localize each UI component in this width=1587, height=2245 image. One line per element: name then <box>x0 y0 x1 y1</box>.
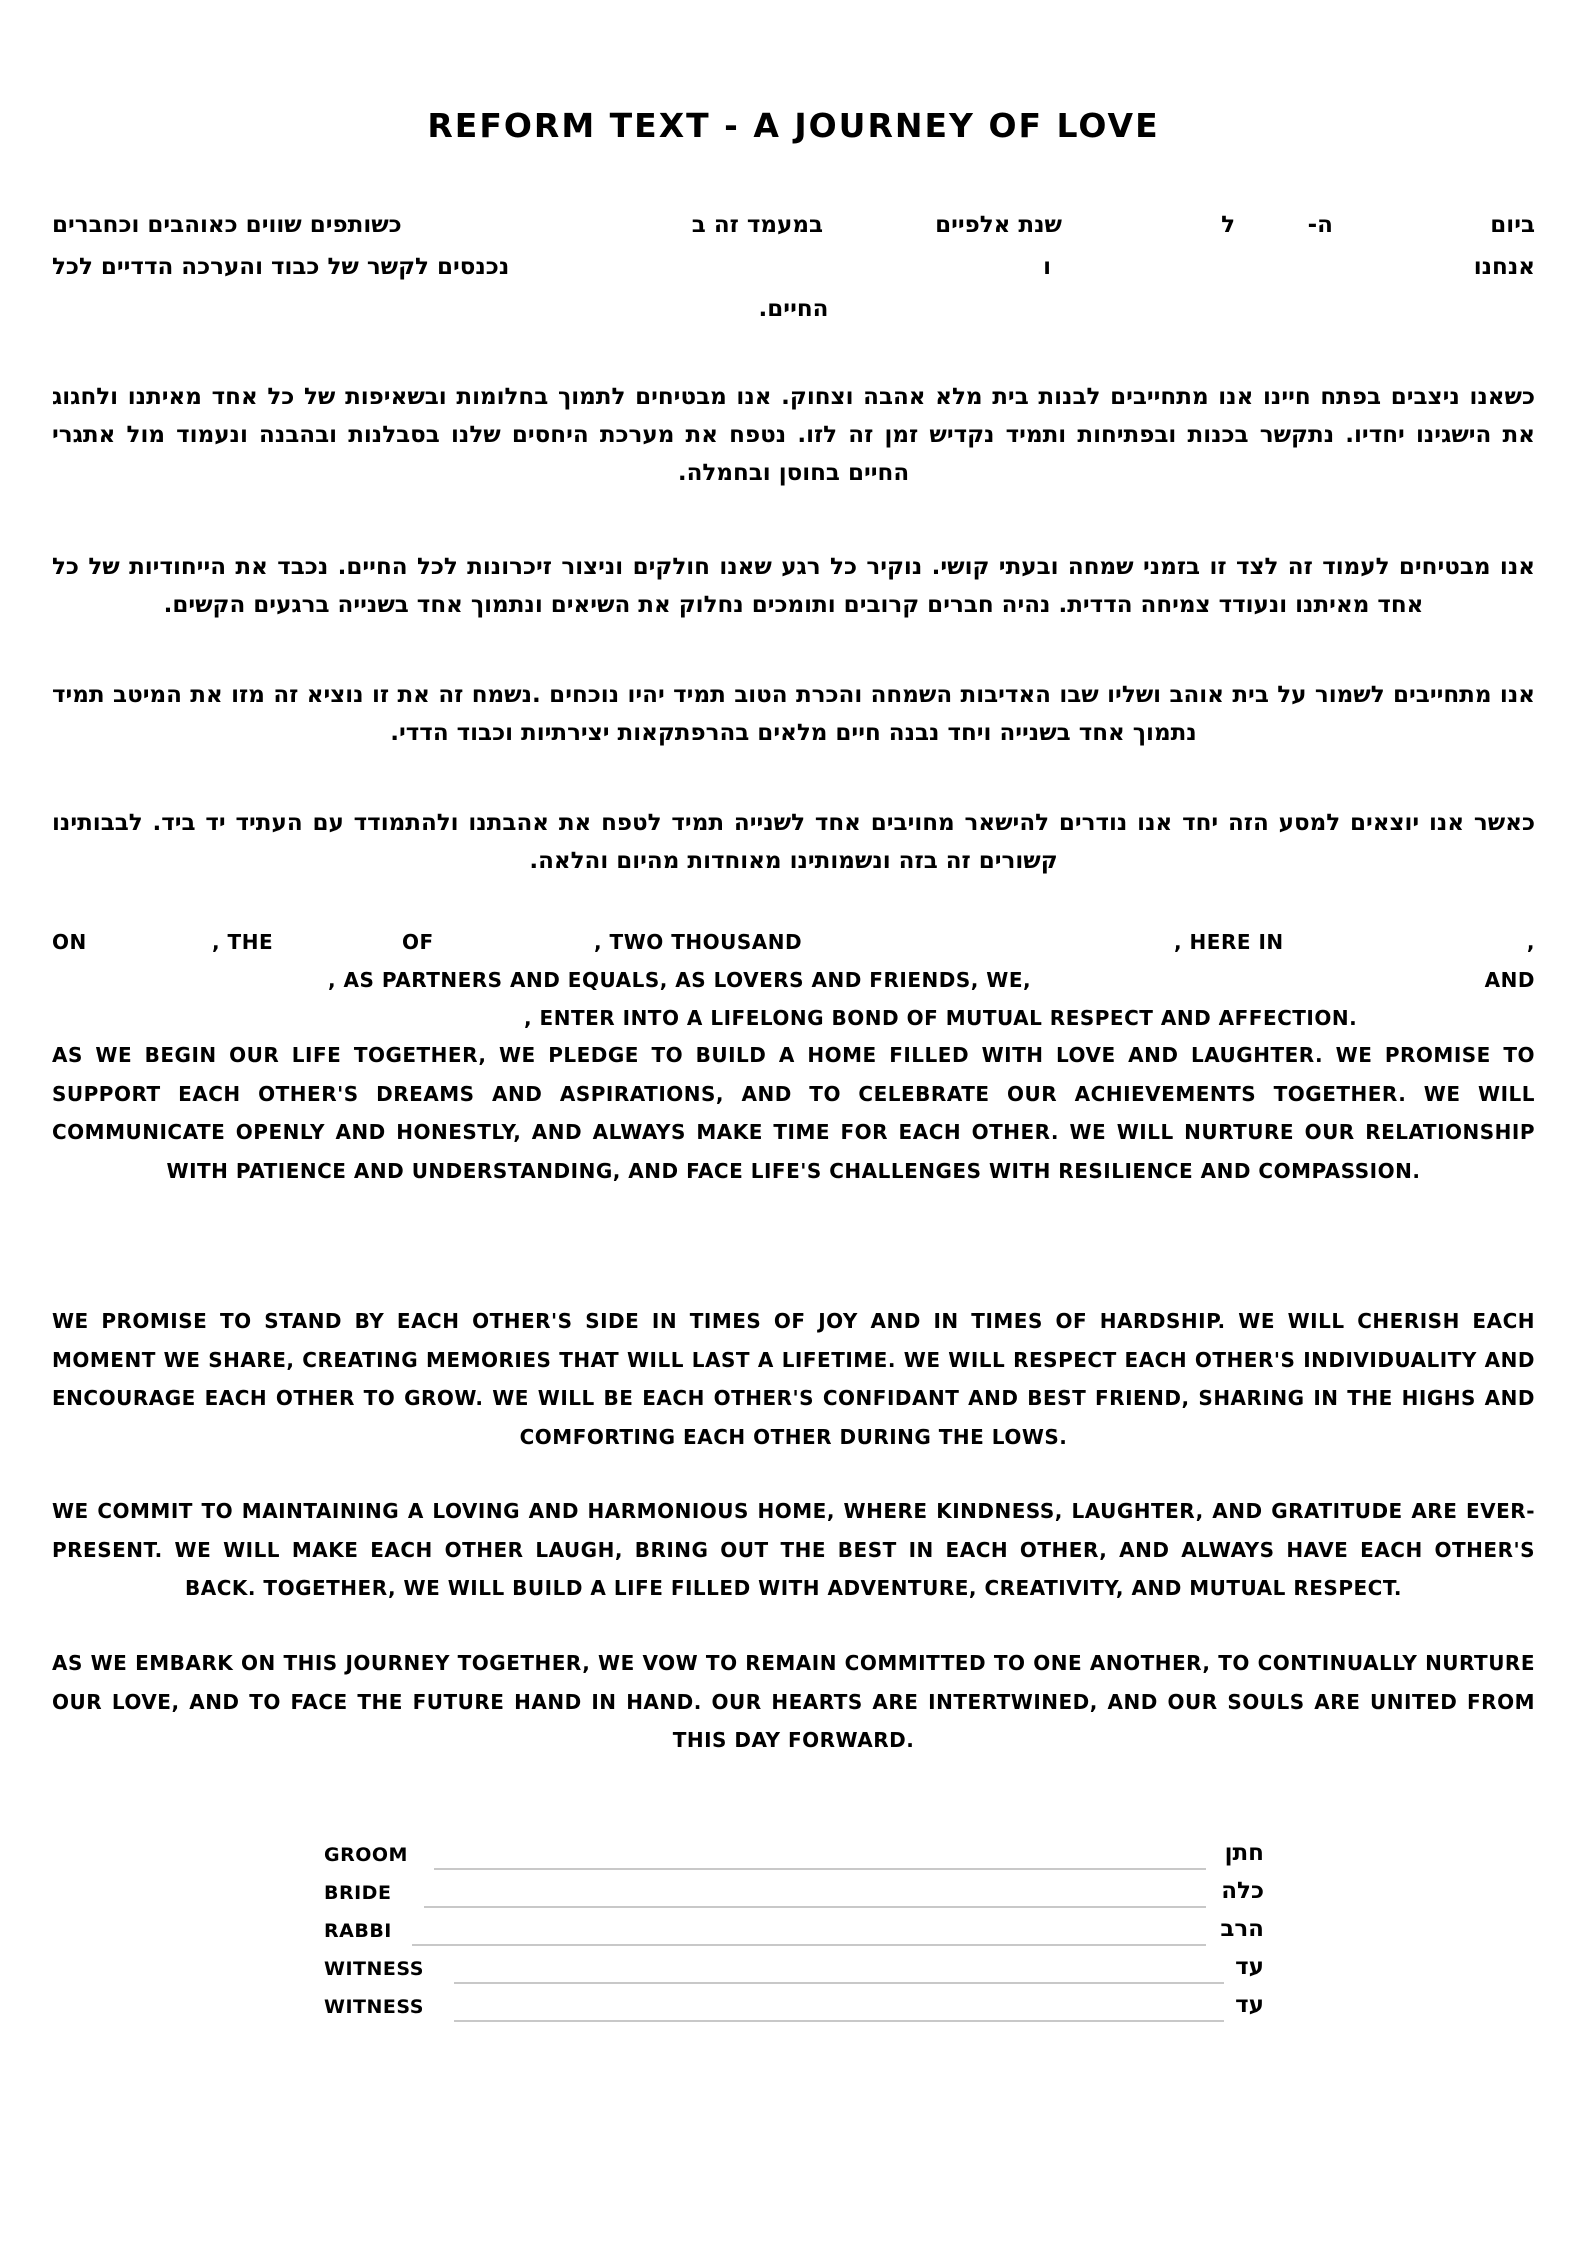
english-and: AND <box>1484 968 1535 992</box>
signature-line[interactable] <box>424 1906 1206 1908</box>
english-paragraph-3: WE COMMIT TO MAINTAINING A LOVING AND HARMONIOUS HOME, WHERE KINDNESS, LAUGHTER, AND GRATITUDE ARE EVER-PRESENT. WE WILL MAKE EACH OTHER LAUGH, BRING OUT THE BEST IN EACH OTHER, AND ALWAYS HAVE EACH OTHER'S BACK. TOGETHER, WE WILL BUILD A LIFE FILLED WITH ADVENTURE, CREATIVITY, AND MUTUAL RESPECT. <box>52 1499 1535 1600</box>
signature-row-groom <box>324 1838 1264 1874</box>
english-paragraph-1: AS WE BEGIN OUR LIFE TOGETHER, WE PLEDGE TO BUILD A HOME FILLED WITH LOVE AND LAUGHTER. WE PROMISE TO SUPPORT EACH OTHER'S DREAMS AND ASPIRATIONS, AND TO CELEBRATE OUR ACHIEVEMENTS TOGETHER. WE WILL COMMUNICATE OPENLY AND HONESTLY, AND ALWAYS MAKE TIME FOR EACH OTHER. WE WILL NURTURE OUR RELATIONSHIP WITH PATIENCE AND UNDERSTANDING, AND FACE LIFE'S CHALLENGES WITH RESILIENCE AND COMPASSION. <box>52 1043 1535 1183</box>
hebrew-partners: כשותפים שווים כאוהבים וכחברים <box>52 212 402 238</box>
english-comma: , <box>1526 930 1535 954</box>
hebrew-paragraph-text: כשאנו ניצבים בפתח חיינו אנו מתחייבים לבנות בית מלא אהבה וצחוק. אנו מבטיחים לתמוך בחלומות ובשאיפות של כל אחד מאיתנו ולחגוג את הישגינו יחדיו. נתקשר בכנות ובפתיחות ותמיד נקדיש זמן זה לזו. נטפח את מערכת היחסים שלנו בסבלנות ובהבנה ונעמוד מול אתגרי החיים בחוסן ובחמלה. <box>52 384 1535 486</box>
signature-label-en: WITNESS <box>324 1996 424 2018</box>
signature-label-he: הרב <box>1220 1916 1264 1942</box>
signature-line[interactable] <box>454 2020 1224 2022</box>
signature-line[interactable] <box>434 1868 1206 1870</box>
signature-row-witness-2 <box>324 1990 1264 2026</box>
hebrew-place: במעמד זה ב <box>691 212 823 238</box>
signature-row-bride <box>324 1876 1264 1912</box>
signature-line[interactable] <box>412 1944 1206 1946</box>
signature-label-en: BRIDE <box>324 1882 392 1904</box>
signature-label-he: עד <box>1235 1992 1264 2018</box>
hebrew-paragraph-1 <box>52 378 1535 492</box>
hebrew-intro-line-1 <box>52 212 1535 250</box>
hebrew-paragraph-text: אנו מתחייבים לשמור על בית אוהב ושליו שבו האדיבות השמחה והכרת הטוב תמיד יהיו נוכחים .נשמח זה את זו נוציא זה מזו את המיטב תמיד נתמוך אחד בשנייה ויחד נבנה חיים מלאים בהרפתקאות יצירתיות וכבוד הדדי. <box>52 682 1535 746</box>
hebrew-paragraph-text: כאשר אנו יוצאים למסע הזה יחד אנו נודרים להישאר מחויבים אחד לשנייה תמיד לטפח את אהבתנו ולהתמודד עם העתיד יד ביד. לבבותינו קשורים זה בזה ונשמותינו מאוחדות מהיום והלאה. <box>52 810 1535 874</box>
signature-label-en: GROOM <box>324 1844 408 1866</box>
hebrew-paragraph-text: אנו מבטיחים לעמוד זה לצד זו בזמני שמחה ובעתי קושי. נוקיר כל רגע שאנו חולקים וניצור זיכרונות לכל החיים. נכבד את הייחודיות של כל אחד מאיתנו ונעודד צמיחה הדדית. נהיה חברים קרובים ותומכים נחלוק את השיאים ונתמוך אחד בשנייה ברגעים הקשים. <box>52 554 1535 618</box>
hebrew-he: ה- <box>1307 212 1333 238</box>
signature-row-witness-1 <box>324 1952 1264 1988</box>
signature-label-en: RABBI <box>324 1920 392 1942</box>
english-partners: , AS PARTNERS AND EQUALS, AS LOVERS AND FRIENDS, WE, <box>328 968 1032 992</box>
hebrew-entering: נכנסים לקשר של כבוד והערכה הדדיים לכל <box>52 254 510 280</box>
hebrew-hachaim: החיים. <box>758 296 829 322</box>
signature-label-he: עד <box>1235 1954 1264 1980</box>
english-paragraph-4: AS WE EMBARK ON THIS JOURNEY TOGETHER, WE VOW TO REMAIN COMMITTED TO ONE ANOTHER, TO CONTINUALLY NURTURE OUR LOVE, AND TO FACE THE FUTURE HAND IN HAND. OUR HEARTS ARE INTERTWINED, AND OUR SOULS ARE UNITED FROM THIS DAY FORWARD. <box>52 1651 1535 1752</box>
signature-label-en: WITNESS <box>324 1958 424 1980</box>
hebrew-paragraph-2 <box>52 548 1535 624</box>
hebrew-anachnu: אנחנו <box>1473 254 1535 280</box>
hebrew-le: ל <box>1221 212 1235 238</box>
signature-row-rabbi <box>324 1914 1264 1950</box>
english-of: OF <box>402 930 434 954</box>
page-title: REFORM TEXT - A JOURNEY OF LOVE <box>427 106 1160 145</box>
hebrew-year: שנת אלפיים <box>935 212 1062 238</box>
english-intro-line-2 <box>52 962 1535 1000</box>
english-the: , THE <box>212 930 274 954</box>
english-enter: , ENTER INTO A LIFELONG BOND OF MUTUAL RESPECT AND AFFECTION. <box>524 1006 1358 1030</box>
hebrew-paragraph-3 <box>52 676 1535 752</box>
english-paragraph-2: WE PROMISE TO STAND BY EACH OTHER'S SIDE IN TIMES OF JOY AND IN TIMES OF HARDSHIP. WE WILL CHERISH EACH MOMENT WE SHARE, CREATING MEMORIES THAT WILL LAST A LIFETIME. WE WILL RESPECT EACH OTHER'S INDIVIDUALITY AND ENCOURAGE EACH OTHER TO GROW. WE WILL BE EACH OTHER'S CONFIDANT AND BEST FRIEND, SHARING IN THE HIGHS AND COMFORTING EACH OTHER DURING THE LOWS. <box>52 1309 1535 1449</box>
english-two-thousand: , TWO THOUSAND <box>594 930 803 954</box>
signature-label-he: חתן <box>1224 1840 1264 1866</box>
hebrew-beyom: ביום <box>1490 212 1535 238</box>
english-intro-line-1 <box>52 924 1535 962</box>
english-intro-line-3 <box>52 1000 1535 1038</box>
signature-line[interactable] <box>454 1982 1224 1984</box>
hebrew-ve: ו <box>1043 254 1051 280</box>
hebrew-intro-line-3 <box>52 296 1535 334</box>
hebrew-paragraph-4 <box>52 804 1535 880</box>
english-on: ON <box>52 930 87 954</box>
hebrew-intro-line-2 <box>52 254 1535 292</box>
english-here-in: , HERE IN <box>1174 930 1284 954</box>
signature-label-he: כלה <box>1221 1878 1264 1904</box>
